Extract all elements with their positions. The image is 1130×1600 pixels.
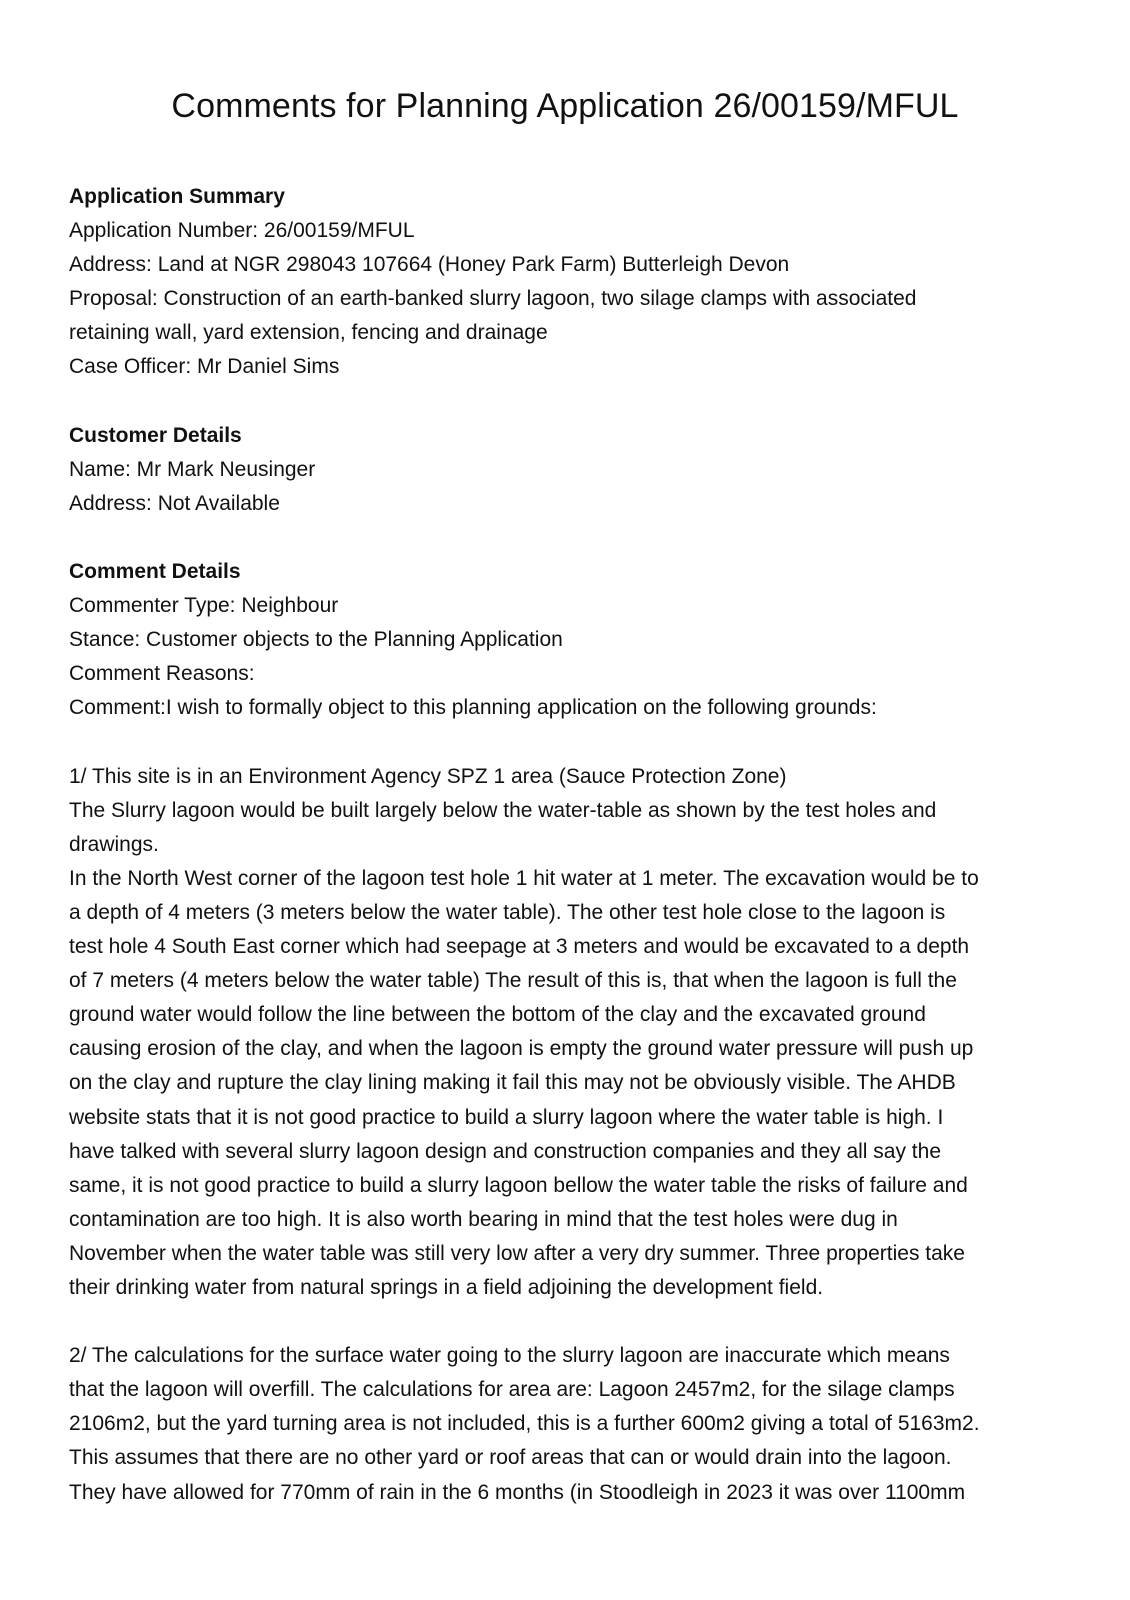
stance-line: Stance: Customer objects to the Planning Application bbox=[69, 628, 563, 652]
point-2-line: They have allowed for 770mm of rain in the 6 months (in Stoodleigh in 2023 it was over 1100mm bbox=[69, 1480, 966, 1504]
point-2-line: 2106m2, but the yard turning area is not included, this is a further 600m2 giving a total of 5163m2. bbox=[69, 1412, 980, 1436]
point-1-line: In the North West corner of the lagoon test hole 1 hit water at 1 meter. The excavation would be to bbox=[69, 866, 979, 890]
application-number-line: Application Number: 26/00159/MFUL bbox=[69, 219, 415, 243]
section-spacer bbox=[69, 385, 1069, 419]
objection-point-2 bbox=[69, 1339, 1069, 1509]
point-1-line: on the clay and rupture the clay lining making it fail this may not be obviously visible. The AHDB bbox=[69, 1071, 956, 1095]
point-1-line: same, it is not good practice to build a slurry lagoon bellow the water table the risks of failure and bbox=[69, 1173, 968, 1197]
point-1-line: test hole 4 South East corner which had seepage at 3 meters and would be excavated to a depth bbox=[69, 935, 970, 959]
point-1-line: ground water would follow the line between the bottom of the clay and the excavated ground bbox=[69, 1003, 926, 1027]
customer-name-line: Name: Mr Mark Neusinger bbox=[69, 457, 316, 481]
point-2-line: that the lagoon will overfill. The calculations for area are: Lagoon 2457m2, for the silage clamps bbox=[69, 1378, 955, 1402]
comment-details-heading: Comment Details bbox=[69, 560, 241, 584]
document-body bbox=[69, 180, 1069, 1510]
point-1-line: of 7 meters (4 meters below the water table) The result of this is, that when the lagoon is full the bbox=[69, 969, 957, 993]
proposal-line: Proposal: Construction of an earth-banked slurry lagoon, two silage clamps with associated bbox=[69, 287, 917, 311]
point-1-line: drawings. bbox=[69, 832, 159, 856]
commenter-type-line: Commenter Type: Neighbour bbox=[69, 594, 339, 618]
section-spacer bbox=[69, 726, 1069, 760]
point-1-line: causing erosion of the clay, and when the lagoon is empty the ground water pressure will push up bbox=[69, 1037, 974, 1061]
point-1-line: contamination are too high. It is also worth bearing in mind that the test holes were dug in bbox=[69, 1207, 898, 1231]
section-spacer bbox=[69, 521, 1069, 555]
customer-details-section bbox=[69, 419, 1069, 521]
point-2-line: 2/ The calculations for the surface water going to the slurry lagoon are inaccurate which means bbox=[69, 1344, 950, 1368]
page-title: Comments for Planning Application 26/00159/MFUL bbox=[171, 87, 959, 125]
customer-address-line: Address: Not Available bbox=[69, 491, 280, 515]
comment-reasons-line: Comment Reasons: bbox=[69, 662, 255, 686]
section-spacer bbox=[69, 1305, 1069, 1339]
application-summary-heading: Application Summary bbox=[69, 185, 285, 208]
point-2-line: This assumes that there are no other yard or roof areas that can or would drain into the lagoon. bbox=[69, 1446, 952, 1470]
point-1-line: 1/ This site is in an Environment Agency SPZ 1 area (Sauce Protection Zone) bbox=[69, 764, 787, 788]
point-1-line: a depth of 4 meters (3 meters below the water table). The other test hole close to the lagoon is bbox=[69, 900, 946, 924]
objection-point-1 bbox=[69, 760, 1069, 1306]
customer-details-heading: Customer Details bbox=[69, 423, 242, 447]
point-1-line: November when the water table was still very low after a very dry summer. Three properties take bbox=[69, 1241, 965, 1265]
comment-intro-line: Comment:I wish to formally object to this planning application on the following grounds: bbox=[69, 696, 877, 720]
application-address-line: Address: Land at NGR 298043 107664 (Honey Park Farm) Butterleigh Devon bbox=[69, 253, 790, 277]
point-1-line: their drinking water from natural springs in a field adjoining the development field. bbox=[69, 1276, 824, 1299]
point-1-line: have talked with several slurry lagoon design and construction companies and they all say the bbox=[69, 1139, 942, 1163]
point-1-line: website stats that it is not good practice to build a slurry lagoon where the water table is high. I bbox=[69, 1105, 944, 1129]
comment-details-section bbox=[69, 555, 1069, 725]
proposal-line-continued: retaining wall, yard extension, fencing and drainage bbox=[69, 321, 548, 345]
application-summary-section bbox=[69, 180, 1069, 385]
point-1-line: The Slurry lagoon would be built largely below the water-table as shown by the test holes and bbox=[69, 798, 937, 822]
case-officer-line: Case Officer: Mr Daniel Sims bbox=[69, 355, 340, 379]
